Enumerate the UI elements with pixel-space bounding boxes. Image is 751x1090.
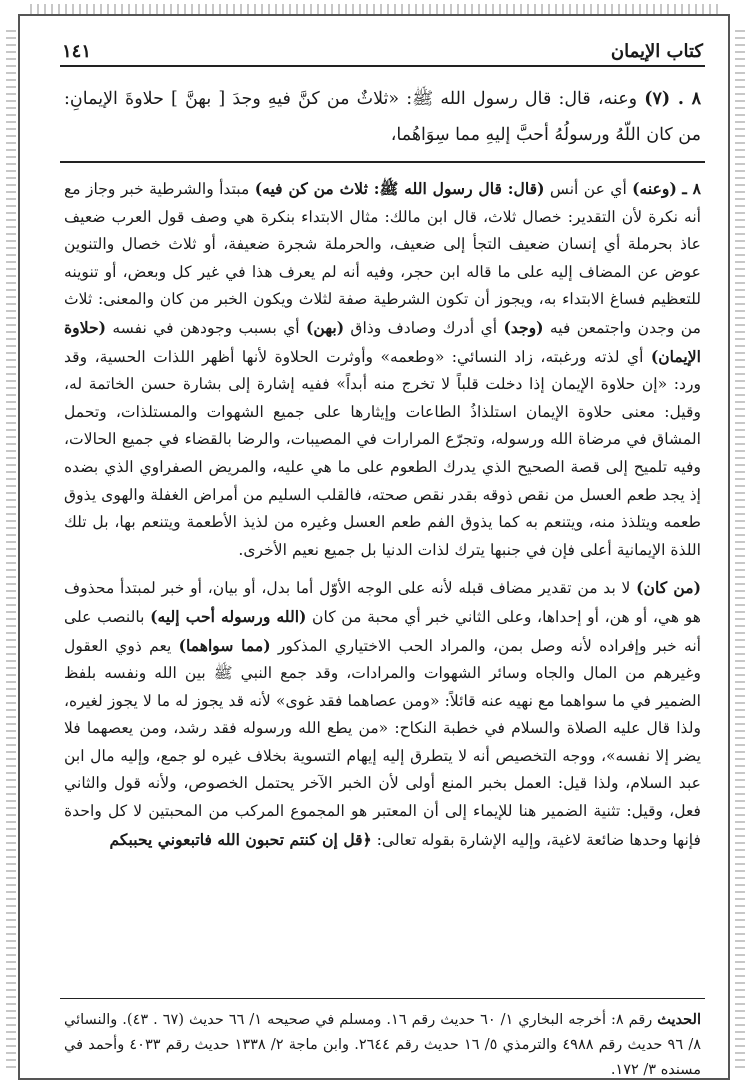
border-ornament-top — [30, 4, 720, 14]
commentary-paragraph-1 — [64, 175, 701, 564]
page-number: ١٤١ — [62, 41, 92, 62]
commentary — [60, 175, 705, 854]
hadith-number: ٨ . (٧) — [644, 89, 701, 109]
footnotes — [60, 998, 705, 1083]
commentary-text: لا بد من تقدير مضاف قبله لأنه على الوجه الأوّل أما بدل، أو بيان، أو خبر لمبتدأ محذوف هو هي، أو هن، أو إحداها، وعلى الثاني خبر أي محبة من كان — [64, 579, 701, 626]
bold-term: (مما سواهما) — [178, 635, 271, 655]
book-title: كتاب الإيمان — [610, 41, 703, 62]
hadith-body: وعنه، قال: قال رسول الله ﷺ: «ثلاثٌ من كنَّ فيهِ وجدَ [ بهنَّ ] حلاوةَ الإيمانِ: من كان اللّهُ ورسولُهُ أحبَّ إليهِ مما سِوَاهُما، — [64, 89, 701, 145]
page-header — [60, 30, 705, 67]
border-ornament-right — [735, 30, 745, 1070]
page — [60, 30, 705, 1078]
bold-term: (بهن) — [305, 317, 345, 337]
bold-term: (حلاوة الإيمان) — [64, 317, 701, 366]
border-ornament-left — [6, 30, 16, 1070]
commentary-text: أي لذته ورغبته، زاد النسائي: «وطعمه» وأوثرت الحلاوة لأنها أظهر اللذات الحسية، وقد ورد: «إن حلاوة الإيمان إذا دخلت قلباً لا تخرج منه أبداً» ففيه إشارة إلى بشارة حسن الخاتمة له، وقيل: معنى حلاوة الإيمان استلذاذُ الطاعات وإيثارها على جميع الشهوات والمستلذات، وتحمل المشاق في مرضاة الله ورسوله، وتجرّع المرارات في المصيبات، والرضا بالقضاء في جميع الحالات، وفيه تلميح إلى قصة الصحيح الذي يدرك الطعوم على ما هي عليه، والمريض الصفراوي الذي بضده إذ يجد طعم العسل من نقص ذوقه بقدر نقص صحته، فالقلب السليم من أمراض الغفلة والهوى يذوق طعمه ويتلذذ منه، ويتنعم به كما يذوق الفم طعم العسل وغيره من لذيذ الأطعمة ويتنعم بها، بل تلك اللذة الإيمانية أعلى فإن في جنبها يترك لذات الدنيا بل جميع نعيم الأخرى. — [64, 347, 701, 559]
commentary-text: يعم ذوي العقول وغيرهم من المال والجاه وسائر الشهوات والمرادات، وقد جمع النبي ﷺ بين الله ونفسه بلفظ الضمير في ما سواهما مع نهيه عنه قائلاً: «ومن عصاهما فقد غوى» لأنه قد يجوز له ما لا يجوز لغيره، ولذا قال عليه الصلاة والسلام في خطبة النكاح: «من يطع الله ورسوله فقد رشد، ومن يعصهما فلا يضر إلا نفسه»، ووجه التخصيص أنه لا يتطرق إليه إيهام التسوية بخلاف غيره لو جمع، وإليه مال ابن عبد السلام، ولذا قيل: العمل بخبر المنع أولى لأن الخبر الآخر يحتمل الخصوص، ولأنه قول والثاني فعل، وقيل: تثنية الضمير هنا للإيماء إلى أن المعتبر هو المجموع المركب من المحبتين لا كل واحدة فإنها وحدها ضائعة لاغية، وإليه الإشارة بقوله تعالى: — [64, 636, 701, 849]
bold-term: (وجد) — [503, 317, 544, 337]
hadith-text — [60, 81, 705, 163]
bold-term: (وعنه) — [632, 179, 677, 198]
commentary-number: ٨ ـ — [682, 179, 701, 198]
commentary-text: مبتدأ والشرطية خبر وجاز مع أنه نكرة لأن التقدير: خصال ثلاث، قال ابن مالك: مثال الابتداء بنكرة هي وصف قول العرب ضعيف عاذ بحرملة أي إنسان ضعيف التجأ إلى ضعيف، والحرملة شجرة ضعيفة، أو ثلاث خصال والتنوين عوض عن المضاف إليه على ما قاله ابن حجر، وفيه أنه لم يعرف هذا في غير كل وبعض، أو تنوينه للتعظيم فساغ الابتداء به، ويجوز أن تكون الشرطية صفة لثلاث ويكون الخبر من كان والمعنى: ثلاث من وجدن واجتمعن فيه — [64, 180, 701, 337]
footnote-label: الحديث — [657, 1011, 701, 1028]
bold-term: (الله ورسوله أحب إليه) — [150, 606, 307, 626]
bold-term: (قال: قال رسول الله ﷺ: ثلاث من كن فيه) — [254, 179, 545, 198]
commentary-paragraph-2 — [64, 574, 701, 854]
bold-term: (من كان) — [636, 578, 701, 598]
commentary-text: أي أدرك وصادف وذاق — [344, 318, 504, 337]
footnote-text: رقم ٨: أخرجه البخاري ١/ ٦٠ حديث رقم ١٦. ومسلم في صحيحه ١/ ٦٦ حديث (٦٧ . ٤٣). والنسائي ٨/ ٩٦ حديث رقم ٤٩٨٨ والترمذي ٥/ ١٦ حديث رقم ٢٦٤٤. وابن ماجة ٢/ ١٣٣٨ حديث رقم ٤٠٣٣ وأحمد في مسنده ٣/ ١٧٢. — [64, 1012, 701, 1078]
commentary-text: أي عن أنس — [544, 180, 633, 198]
commentary-text: بالنصب على أنه خبر وإفراده لأنه وصل بمن، والمراد الحب الاختياري المذكور — [64, 607, 702, 655]
commentary-text: أي بسبب وجودهن في نفسه — [106, 318, 306, 337]
quran-verse: ﴿قل إن كنتم تحبون الله فاتبعوني يحببكم — [109, 829, 372, 849]
